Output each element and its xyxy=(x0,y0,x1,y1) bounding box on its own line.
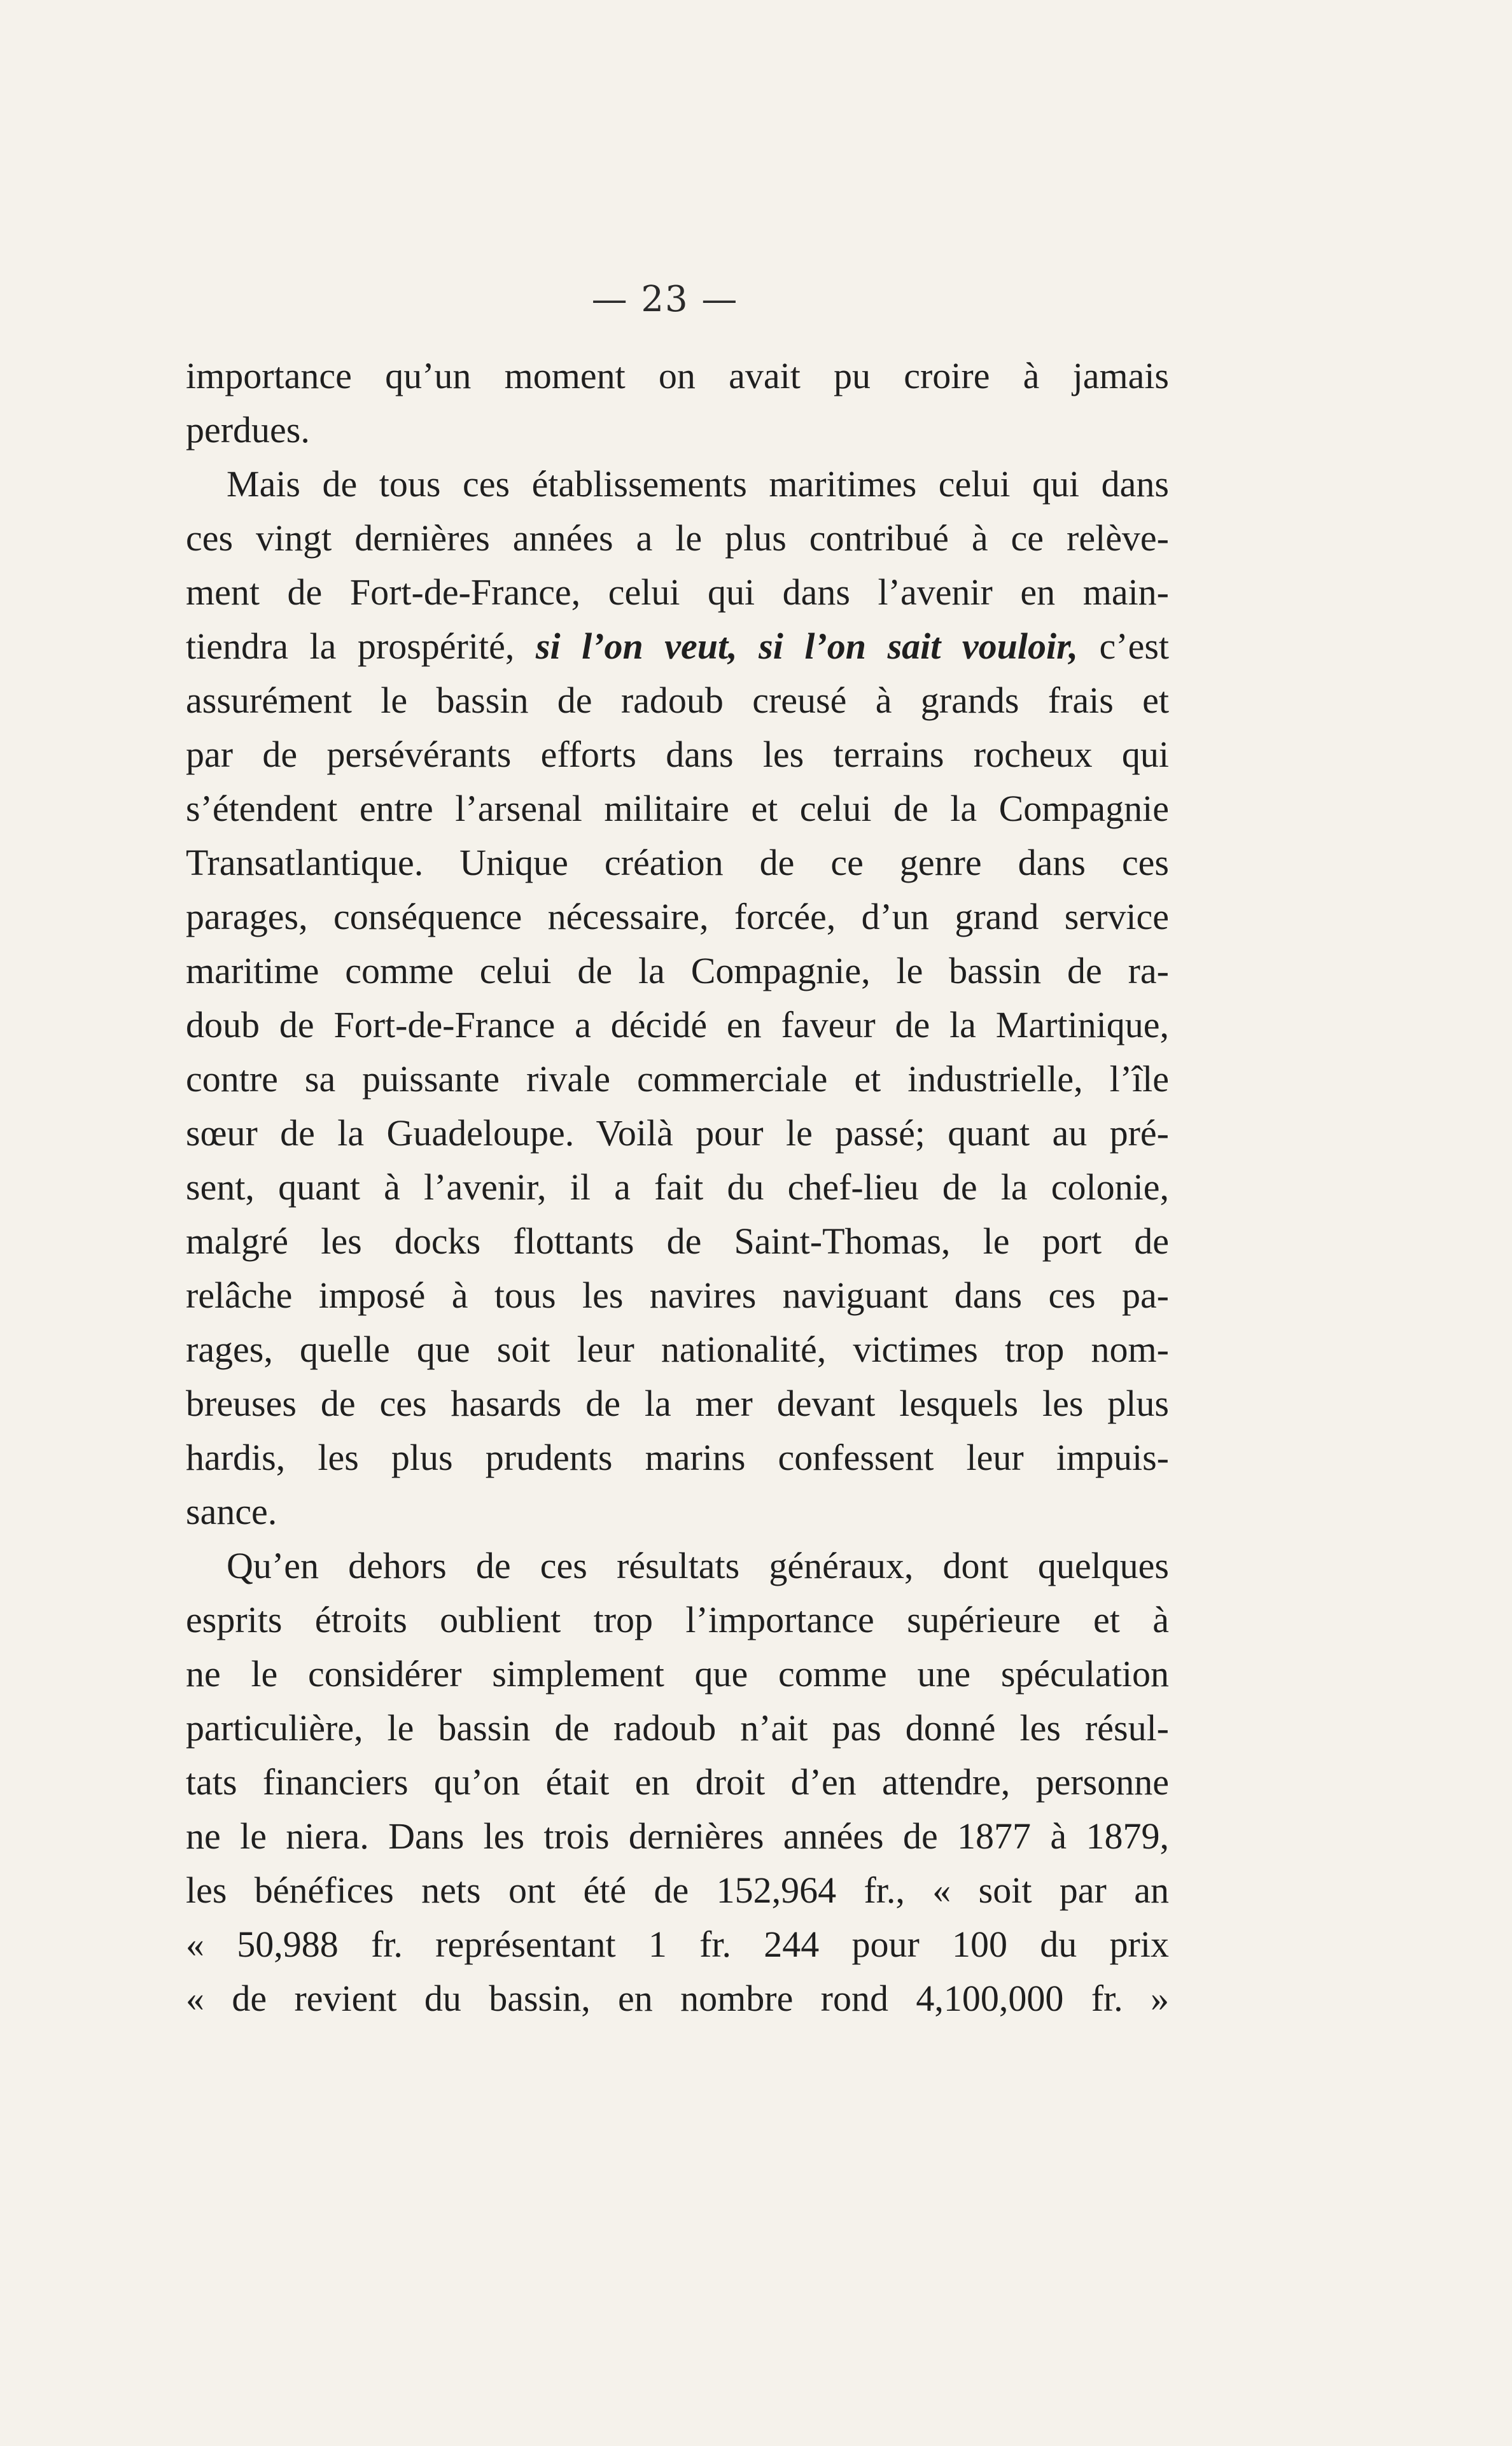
text-segment: c’est xyxy=(1099,625,1170,667)
text-line: sent, quant à l’avenir, il a fait du chef-lieu de la colonie, xyxy=(186,1166,1169,1208)
page-number: — 23 — xyxy=(591,279,739,320)
text-line: tats financiers qu’on était en droit d’en attendre, personne xyxy=(186,1761,1169,1803)
text-line: Qu’en dehors de ces résultats généraux, dont quelques xyxy=(227,1545,1169,1586)
text-line: sœur de la Guadeloupe. Voilà pour le passé; quant au pré- xyxy=(186,1112,1169,1154)
text-line: perdues. xyxy=(186,409,310,451)
text-line: « 50,988 fr. représentant 1 fr. 244 pour 100 du prix xyxy=(186,1924,1169,1965)
text-line: breuses de ces hasards de la mer devant lesquels les plus xyxy=(186,1383,1169,1424)
text-line-with-italic xyxy=(186,619,1169,673)
text-line: par de persévérants efforts dans les terrains rocheux qui xyxy=(186,734,1169,775)
text-line: ne le niera. Dans les trois dernières années de 1877 à 1879, xyxy=(186,1815,1169,1857)
text-line: ment de Fort-de-France, celui qui dans l’avenir en main- xyxy=(186,571,1169,613)
text-line: relâche imposé à tous les navires naviguant dans ces pa- xyxy=(186,1275,1169,1316)
text-line: Mais de tous ces établissements maritimes celui qui dans xyxy=(227,463,1169,505)
text-line: malgré les docks flottants de Saint-Thomas, le port de xyxy=(186,1220,1169,1262)
text-line: ne le considérer simplement que comme une spéculation xyxy=(186,1653,1169,1695)
text-line: assurément le bassin de radoub creusé à grands frais et xyxy=(186,680,1169,721)
text-line: maritime comme celui de la Compagnie, le bassin de ra- xyxy=(186,950,1169,991)
text-line: particulière, le bassin de radoub n’ait pas donné les résul- xyxy=(186,1707,1169,1749)
text-line: s’étendent entre l’arsenal militaire et celui de la Compagnie xyxy=(186,788,1169,829)
body-text xyxy=(186,349,1169,2025)
text-line: esprits étroits oublient trop l’importance supérieure et à xyxy=(186,1599,1169,1640)
italic-phrase: si l’on veut, si l’on sait vouloir, xyxy=(535,625,1078,667)
text-line: les bénéfices nets ont été de 152,964 fr., « soit par an xyxy=(186,1869,1169,1911)
text-line: doub de Fort-de-France a décidé en faveur de la Martinique, xyxy=(186,1004,1169,1045)
text-line: hardis, les plus prudents marins confessent leur impuis- xyxy=(186,1437,1169,1478)
text-line: sance. xyxy=(186,1491,277,1532)
text-line: Transatlantique. Unique création de ce genre dans ces xyxy=(186,842,1169,883)
text-line: « de revient du bassin, en nombre rond 4,100,000 fr. » xyxy=(186,1978,1169,2019)
text-segment: tiendra la prospérité, xyxy=(186,625,515,667)
text-line: importance qu’un moment on avait pu croire à jamais xyxy=(186,355,1169,396)
text-line: parages, conséquence nécessaire, forcée, d’un grand service xyxy=(186,896,1169,937)
text-line: rages, quelle que soit leur nationalité, victimes trop nom- xyxy=(186,1329,1169,1370)
text-line: contre sa puissante rivale commerciale et industrielle, l’île xyxy=(186,1058,1169,1100)
text-line: ces vingt dernières années a le plus contribué à ce relève- xyxy=(186,517,1169,559)
